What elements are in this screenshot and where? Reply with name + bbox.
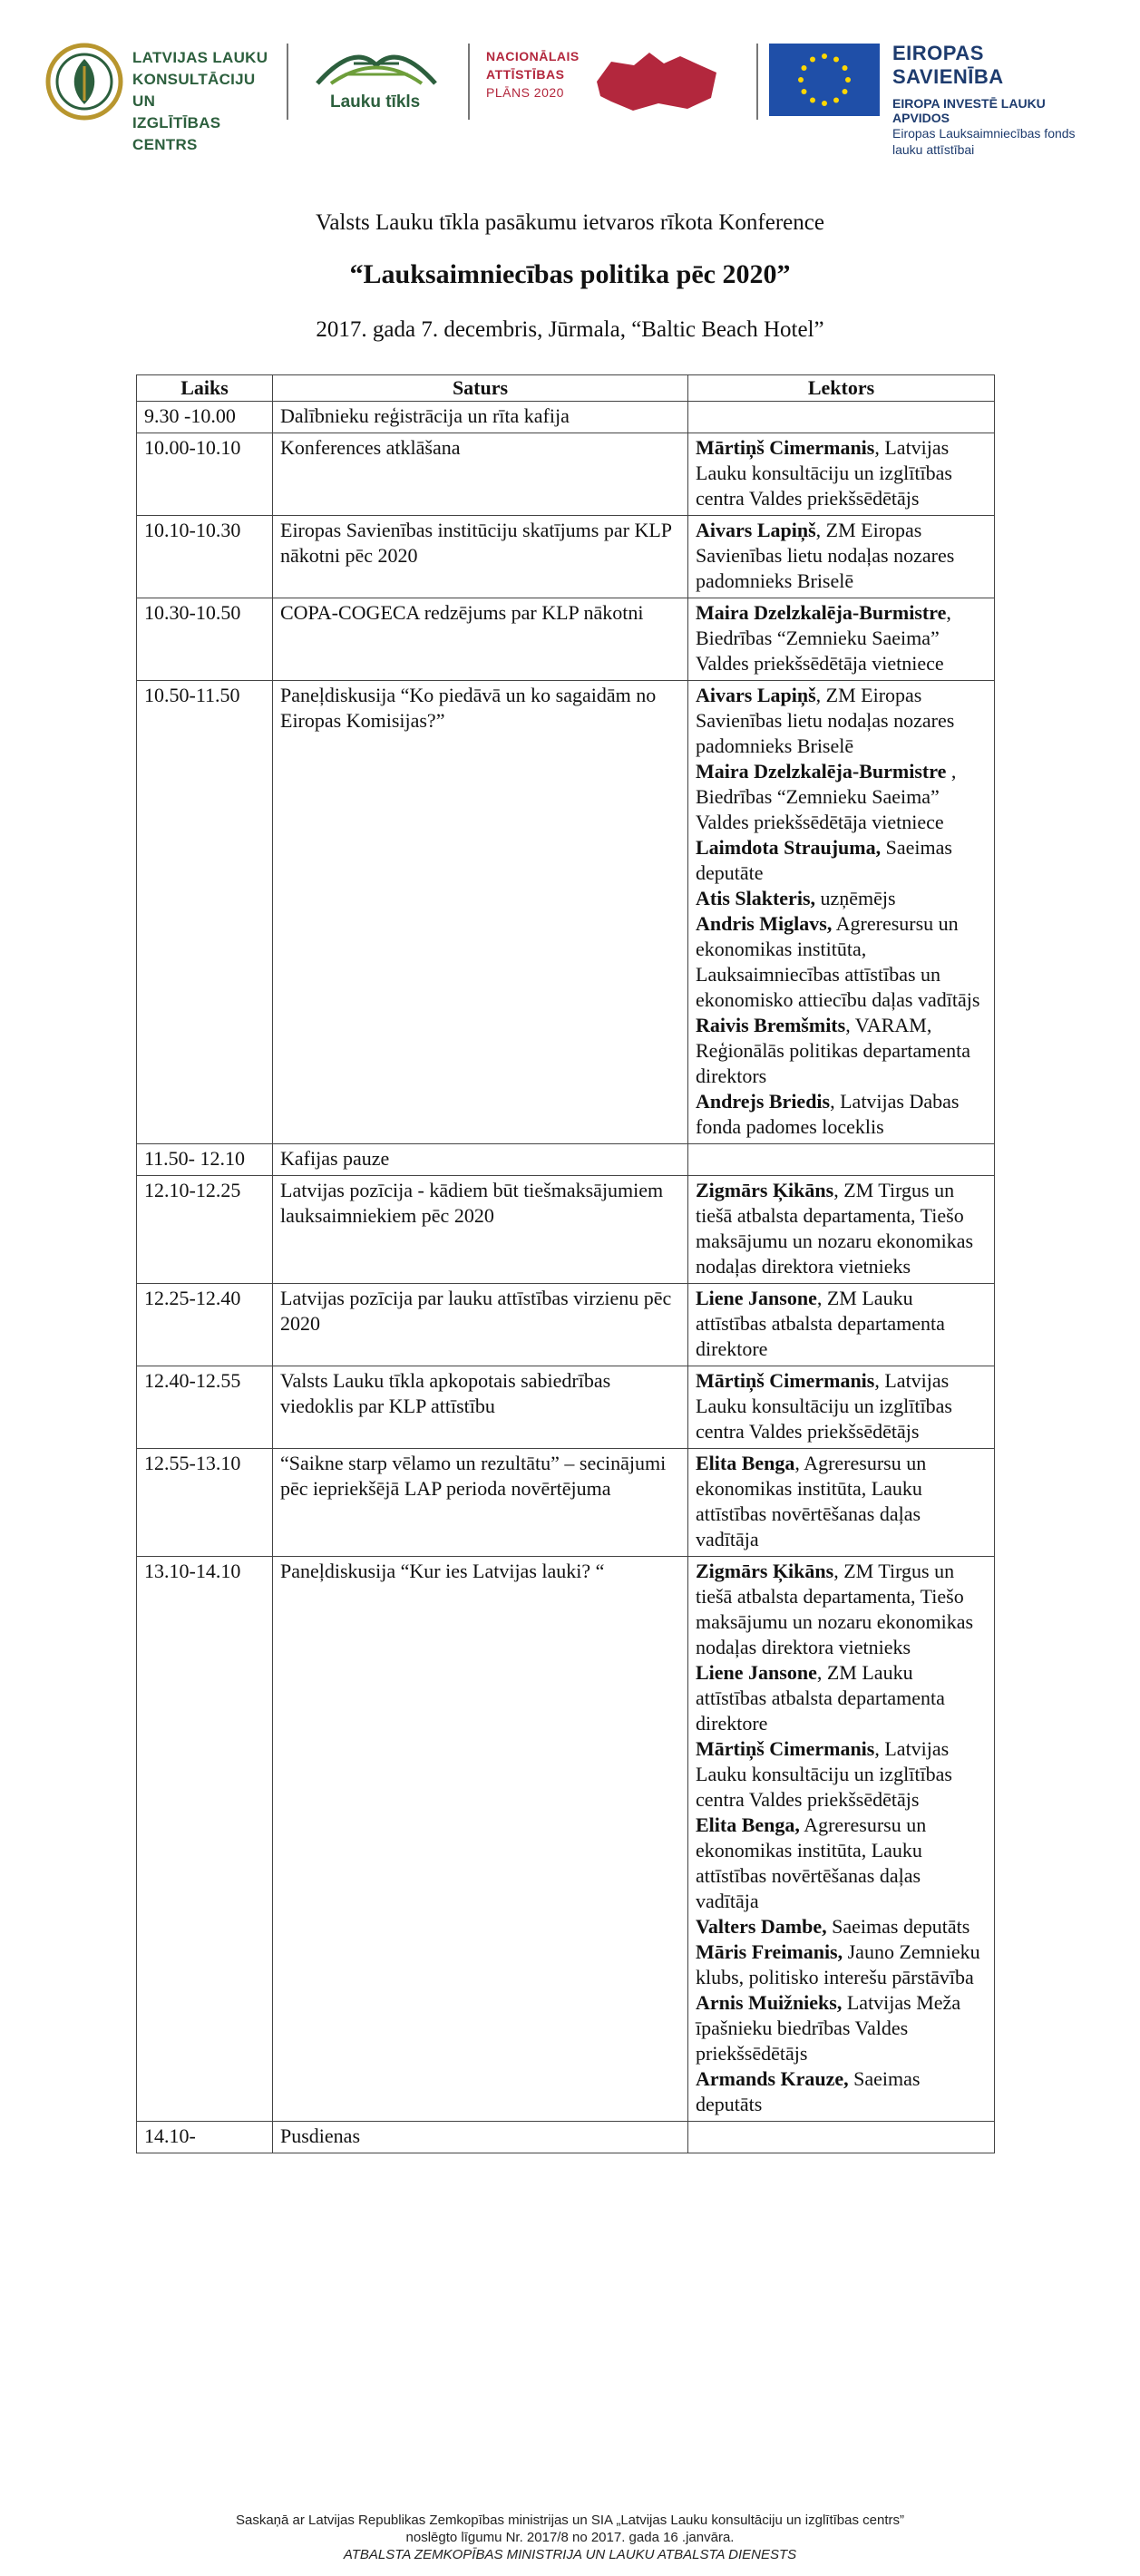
lecturer-role: , Biedrības “Zemnieku Saeima” Valdes priekšsēdētāja vietniece	[696, 601, 951, 675]
agenda-row	[137, 516, 995, 598]
lecturer-entry	[696, 1939, 989, 1990]
agenda-body	[137, 402, 995, 2153]
lecturer-role: Saeimas deputāts	[696, 2067, 921, 2115]
lecturer-name: Zigmārs Ķikāns	[696, 1179, 834, 1201]
agenda-row	[137, 1366, 995, 1449]
lecturer-name: Mārtiņš Cimermanis	[696, 436, 875, 459]
agenda-lecturers	[688, 1449, 995, 1557]
agenda-time: 9.30 -10.00	[137, 402, 273, 433]
logo-divider	[756, 44, 758, 120]
agenda-row	[137, 1284, 995, 1366]
lecturer-entry	[696, 1178, 989, 1279]
agenda-time: 10.30-10.50	[137, 598, 273, 681]
lecturer-name: Maira Dzelzkalēja-Burmistre	[696, 601, 947, 624]
lecturer-entry	[696, 1451, 989, 1552]
agenda-time: 10.50-11.50	[137, 681, 273, 1144]
lecturer-name: Maira Dzelzkalēja-Burmistre	[696, 760, 947, 783]
logo-divider	[287, 44, 288, 120]
logo-bar	[44, 38, 1100, 157]
lecturer-role: , ZM Tirgus un tiešā atbalsta departamenta, Tiešo maksājumu un nozaru ekonomikas nodaļas direktora vietnieks	[696, 1560, 974, 1658]
agenda-row	[137, 681, 995, 1144]
lauku-tikls-icon	[299, 38, 453, 92]
lecturer-role: Saeimas deputāte	[696, 836, 952, 884]
agenda-row	[137, 1557, 995, 2122]
event-description: Valsts Lauku tīkla pasākumu ietvaros rīkota Konference	[316, 210, 824, 235]
agenda-row	[137, 2122, 995, 2153]
lecturer-name: Valters Dambe,	[696, 1915, 827, 1938]
latvia-map-icon	[593, 45, 720, 118]
lecturer-role: uzņēmējs	[815, 887, 896, 909]
agenda-time: 10.00-10.10	[137, 433, 273, 516]
lecturer-role: Latvijas Meža īpašnieku biedrības Valdes priekšsēdētājs	[696, 1991, 961, 2065]
lauku-tikls-name: Lauku tīkls	[330, 92, 421, 112]
agenda-lecturers	[688, 402, 995, 433]
funding-footer	[0, 2512, 1140, 2563]
lecturer-name: Armands Krauze,	[696, 2067, 849, 2090]
column-header-time: Laiks	[137, 375, 273, 402]
lecturer-name: Andrejs Briedis	[696, 1090, 831, 1113]
lecturer-name: Atis Slakteris,	[696, 887, 815, 909]
lecturer-entry	[696, 435, 989, 511]
agenda-lecturers	[688, 1284, 995, 1366]
lecturer-role: , Agreresursu un ekonomikas institūta, Lauku attīstības novērtēšanas daļas vadītāja	[696, 1452, 927, 1550]
agenda-time: 13.10-14.10	[137, 1557, 273, 2122]
llkc-logo	[44, 38, 279, 153]
agenda-content: Valsts Lauku tīkla apkopotais sabiedrības viedoklis par KLP attīstību	[273, 1366, 688, 1449]
agenda-content: Paneļdiskusija “Kur ies Latvijas lauki? “	[273, 1557, 688, 2122]
lecturer-entry	[696, 1813, 989, 1914]
lecturer-name: Raivis Bremšmits	[696, 1014, 846, 1036]
lecturer-entry	[696, 518, 989, 594]
eu-logo	[769, 38, 1100, 157]
agenda-row	[137, 598, 995, 681]
agenda-content: Dalībnieku reģistrācija un rīta kafija	[273, 402, 688, 433]
lecturer-entry	[696, 2066, 989, 2117]
lecturer-role: , Latvijas Lauku konsultāciju un izglītības centra Valdes priekšsēdētājs	[696, 1737, 952, 1811]
lecturer-name: Māris Freimanis,	[696, 1940, 843, 1963]
lecturer-role: , Latvijas Dabas fonda padomes loceklis	[696, 1090, 960, 1138]
agenda-time: 12.40-12.55	[137, 1366, 273, 1449]
lecturer-name: Mārtiņš Cimermanis	[696, 1369, 875, 1392]
lecturer-entry	[696, 1914, 989, 1939]
lecturer-name: Arnis Muižnieks,	[696, 1991, 843, 2014]
agenda-time: 10.10-10.30	[137, 516, 273, 598]
nap-name: NACIONĀLAIS ATTĪSTĪBAS PLĀNS 2020	[486, 49, 580, 100]
lecturer-role: Agreresursu un ekonomikas institūta, Lauku attīstības novērtēšanas daļas vadītāja	[696, 1813, 927, 1912]
agenda-content: Latvijas pozīcija - kādiem būt tiešmaksājumiem lauksaimniekiem pēc 2020	[273, 1176, 688, 1284]
agenda-time: 12.55-13.10	[137, 1449, 273, 1557]
lecturer-name: Liene Jansone	[696, 1661, 817, 1684]
lecturer-entry	[696, 683, 989, 759]
agenda-lecturers	[688, 681, 995, 1144]
llkc-emblem-icon	[44, 41, 125, 122]
lecturer-role: , Latvijas Lauku konsultāciju un izglītības centra Valdes priekšsēdētājs	[696, 1369, 952, 1443]
column-header-content: Saturs	[273, 375, 688, 402]
agenda-lecturers	[688, 1144, 995, 1176]
agenda-lecturers	[688, 433, 995, 516]
footer-line: Saskaņā ar Latvijas Republikas Zemkopības ministrijas un SIA „Latvijas Lauku konsultāciju un izglītības centrs”	[235, 2513, 905, 2528]
footer-line: noslēgto līgumu Nr. 2017/8 no 2017. gada 16 .janvāra.	[405, 2530, 735, 2545]
agenda-row	[137, 433, 995, 516]
eu-name: EIROPAS SAVIENĪBA EIROPA INVESTĒ LAUKU APVIDOS Eiropas Lauksaimniecības fonds lauku attīstībai	[892, 42, 1076, 157]
lecturer-role: Saeimas deputāts	[826, 1915, 970, 1938]
lecturer-name: Aivars Lapiņš	[696, 519, 816, 541]
lecturer-role: , Biedrības “Zemnieku Saeima” Valdes priekšsēdētāja vietniece	[696, 760, 957, 833]
lecturer-entry	[696, 886, 989, 911]
lecturer-role: Agreresursu un ekonomikas institūta, Lauksaimniecības attīstības un ekonomisko attiecību daļas vadītājs	[696, 912, 980, 1011]
agenda-lecturers	[688, 516, 995, 598]
lecturer-entry	[696, 1013, 989, 1089]
nap-logo	[486, 38, 758, 125]
lecturer-name: Zigmārs Ķikāns	[696, 1560, 834, 1582]
llkc-name: LATVIJAS LAUKU KONSULTĀCIJU UN IZGLĪTĪBAS CENTRS	[132, 49, 268, 153]
agenda-content: COPA-COGECA redzējums par KLP nākotni	[273, 598, 688, 681]
lecturer-role: , ZM Eiropas Savienības lietu nodaļas nozares padomnieks Briselē	[696, 684, 955, 757]
lecturer-role: , ZM Lauku attīstības atbalsta departamenta direktore	[696, 1661, 945, 1735]
event-date-location: 2017. gada 7. decembris, Jūrmala, “Baltic Beach Hotel”	[316, 317, 824, 342]
agenda-row	[137, 402, 995, 433]
lecturer-entry	[696, 1660, 989, 1736]
lecturer-entry	[696, 835, 989, 886]
agenda-lecturers	[688, 598, 995, 681]
lecturer-role: , Latvijas Lauku konsultāciju un izglītības centra Valdes priekšsēdētājs	[696, 436, 952, 510]
agenda-lecturers	[688, 1176, 995, 1284]
lecturer-entry	[696, 759, 989, 835]
agenda-time: 12.25-12.40	[137, 1284, 273, 1366]
lecturer-role: Jauno Zemnieku klubs, politisko interešu pārstāvība	[696, 1940, 980, 1988]
lecturer-name: Elita Benga,	[696, 1813, 800, 1836]
lecturer-entry	[696, 600, 989, 676]
agenda-lecturers	[688, 1557, 995, 2122]
lauku-tikls-logo	[299, 38, 453, 125]
agenda-time: 12.10-12.25	[137, 1176, 273, 1284]
lecturer-entry	[696, 1736, 989, 1813]
agenda-content: Eiropas Savienības institūciju skatījums par KLP nākotni pēc 2020	[273, 516, 688, 598]
lecturer-role: , VARAM, Reģionālās politikas departamenta direktors	[696, 1014, 971, 1087]
lecturer-name: Laimdota Straujuma,	[696, 836, 882, 859]
lecturer-name: Liene Jansone	[696, 1287, 817, 1309]
agenda-time: 11.50- 12.10	[137, 1144, 273, 1176]
lecturer-entry	[696, 911, 989, 1013]
lecturer-name: Aivars Lapiņš	[696, 684, 816, 706]
column-header-lecturer: Lektors	[688, 375, 995, 402]
lecturer-entry	[696, 1286, 989, 1362]
lecturer-role: , ZM Tirgus un tiešā atbalsta departamenta, Tiešo maksājumu un nozaru ekonomikas nodaļas direktora vietnieks	[696, 1179, 974, 1278]
footer-support-line: ATBALSTA ZEMKOPĪBAS MINISTRIJA UN LAUKU ATBALSTA DIENESTS	[343, 2547, 797, 2562]
lecturer-role: , ZM Eiropas Savienības lietu nodaļas nozares padomnieks Briselē	[696, 519, 955, 592]
conference-title: “Lauksaimniecības politika pēc 2020”	[349, 259, 791, 289]
eu-flag-icon	[769, 44, 880, 116]
lecturer-entry	[696, 1368, 989, 1444]
agenda-content: “Saikne starp vēlamo un rezultātu” – secinājumi pēc iepriekšējā LAP perioda novērtējuma	[273, 1449, 688, 1557]
agenda-content: Konferences atklāšana	[273, 433, 688, 516]
lecturer-entry	[696, 1559, 989, 1660]
agenda-content: Latvijas pozīcija par lauku attīstības virzienu pēc 2020	[273, 1284, 688, 1366]
agenda-header-row	[137, 375, 995, 402]
lecturer-role: , ZM Lauku attīstības atbalsta departamenta direktore	[696, 1287, 945, 1360]
agenda-lecturers	[688, 2122, 995, 2153]
agenda-row	[137, 1449, 995, 1557]
agenda-table	[136, 374, 995, 2153]
lecturer-entry	[696, 1089, 989, 1140]
agenda-time: 14.10-	[137, 2122, 273, 2153]
agenda-row	[137, 1144, 995, 1176]
lecturer-entry	[696, 1990, 989, 2066]
agenda-content: Pusdienas	[273, 2122, 688, 2153]
agenda-content: Paneļdiskusija “Ko piedāvā un ko sagaidām no Eiropas Komisijas?”	[273, 681, 688, 1144]
logo-divider	[468, 44, 470, 120]
lecturer-name: Mārtiņš Cimermanis	[696, 1737, 875, 1760]
agenda-content: Kafijas pauze	[273, 1144, 688, 1176]
agenda-lecturers	[688, 1366, 995, 1449]
lecturer-name: Elita Benga	[696, 1452, 795, 1474]
agenda-row	[137, 1176, 995, 1284]
lecturer-name: Andris Miglavs,	[696, 912, 833, 935]
